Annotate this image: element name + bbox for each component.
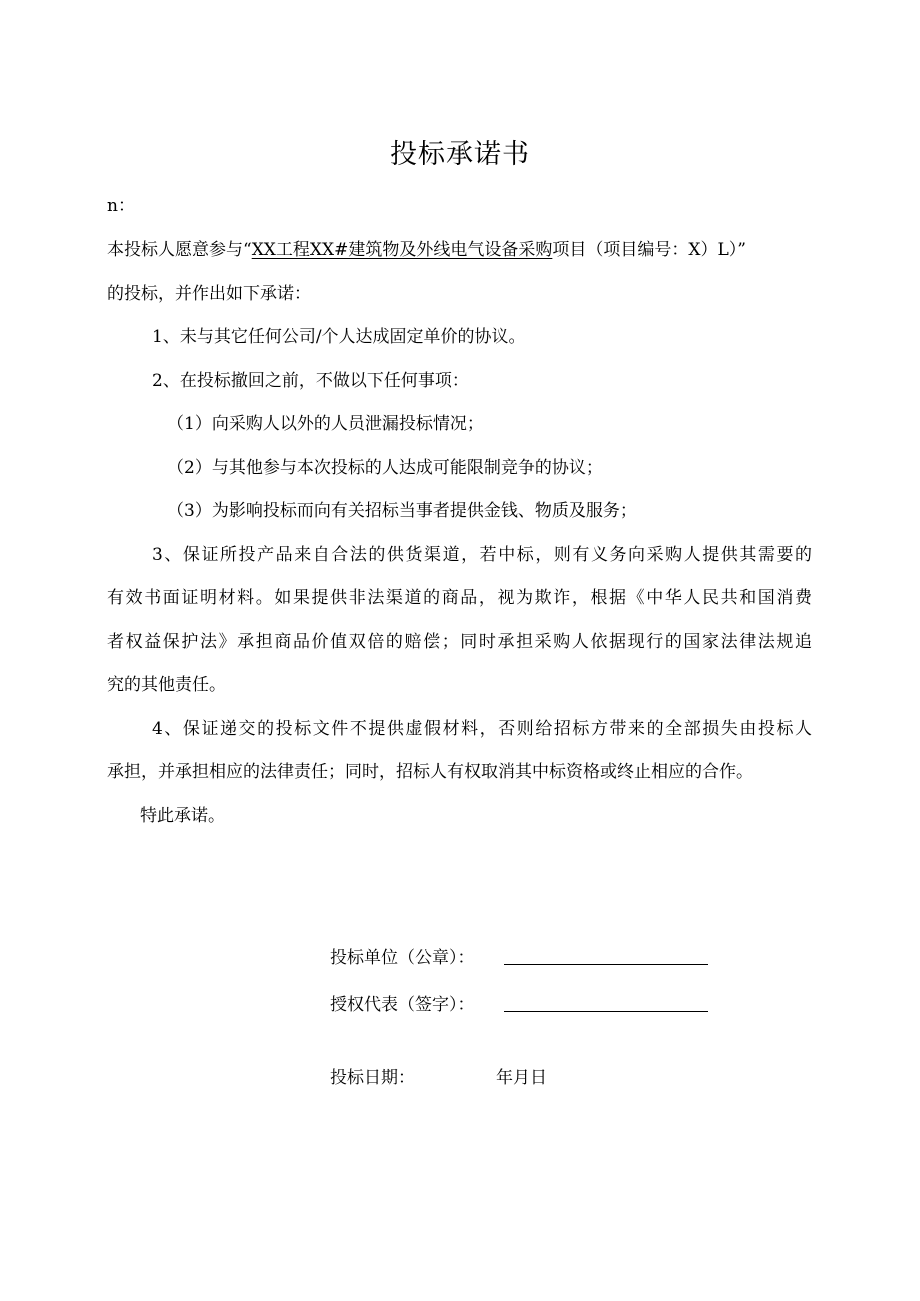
intro-suffix: 项目（项目编号：X）L）” [552, 240, 746, 260]
bidder-unit-signature-line [504, 964, 708, 965]
document-title: 投标承诺书 [390, 139, 530, 170]
project-name: XX工程XX#建筑物及外线电气设备采购 [251, 240, 553, 260]
commitment-item-2: 2、在投标撤回之前，不做以下任何事项： [152, 371, 469, 391]
addressee: n： [107, 196, 135, 216]
bidder-unit-label: 投标单位（公章）： [330, 948, 475, 968]
commitment-item-3-line-3: 者权益保护法》承担商品价值双倍的赔偿；同时承担采购人依据现行的国家法律法规追 [107, 632, 812, 652]
bid-date-value: 年月日 [496, 1068, 547, 1088]
intro-line-1 [107, 238, 746, 262]
commitment-item-2-sub-1: （1）向采购人以外的人员泄漏投标情况； [167, 414, 484, 434]
commitment-item-1: 1、未与其它任何公司/个人达成固定单价的协议。 [152, 327, 526, 347]
authorized-rep-label: 授权代表（签字）： [330, 995, 475, 1015]
intro-line-2: 的投标，并作出如下承诺： [107, 284, 311, 304]
commitment-item-3-line-1: 3、保证所投产品来自合法的供货渠道，若中标，则有义务向采购人提供其需要的 [152, 545, 812, 565]
commitment-item-3-line-4: 究的其他责任。 [107, 675, 226, 695]
commitment-item-2-sub-3: （3）为影响投标而向有关招标当事者提供金钱、物质及服务； [167, 501, 637, 521]
commitment-item-4-line-2: 承担，并承担相应的法律责任；同时，招标人有权取消其中标资格或终止相应的合作。 [107, 762, 753, 782]
bid-date-label: 投标日期： [330, 1068, 415, 1088]
authorized-rep-signature-line [504, 1011, 708, 1012]
commitment-item-3-line-2: 有效书面证明材料。如果提供非法渠道的商品，视为欺诈，根据《中华人民共和国消费 [107, 588, 812, 608]
closing-statement: 特此承诺。 [140, 806, 225, 826]
commitment-item-2-sub-2: （2）与其他参与本次投标的人达成可能限制竞争的协议； [167, 458, 603, 478]
commitment-item-4-line-1: 4、保证递交的投标文件不提供虚假材料，否则给招标方带来的全部损失由投标人 [152, 719, 812, 739]
intro-prefix: 本投标人愿意参与“ [107, 240, 252, 260]
